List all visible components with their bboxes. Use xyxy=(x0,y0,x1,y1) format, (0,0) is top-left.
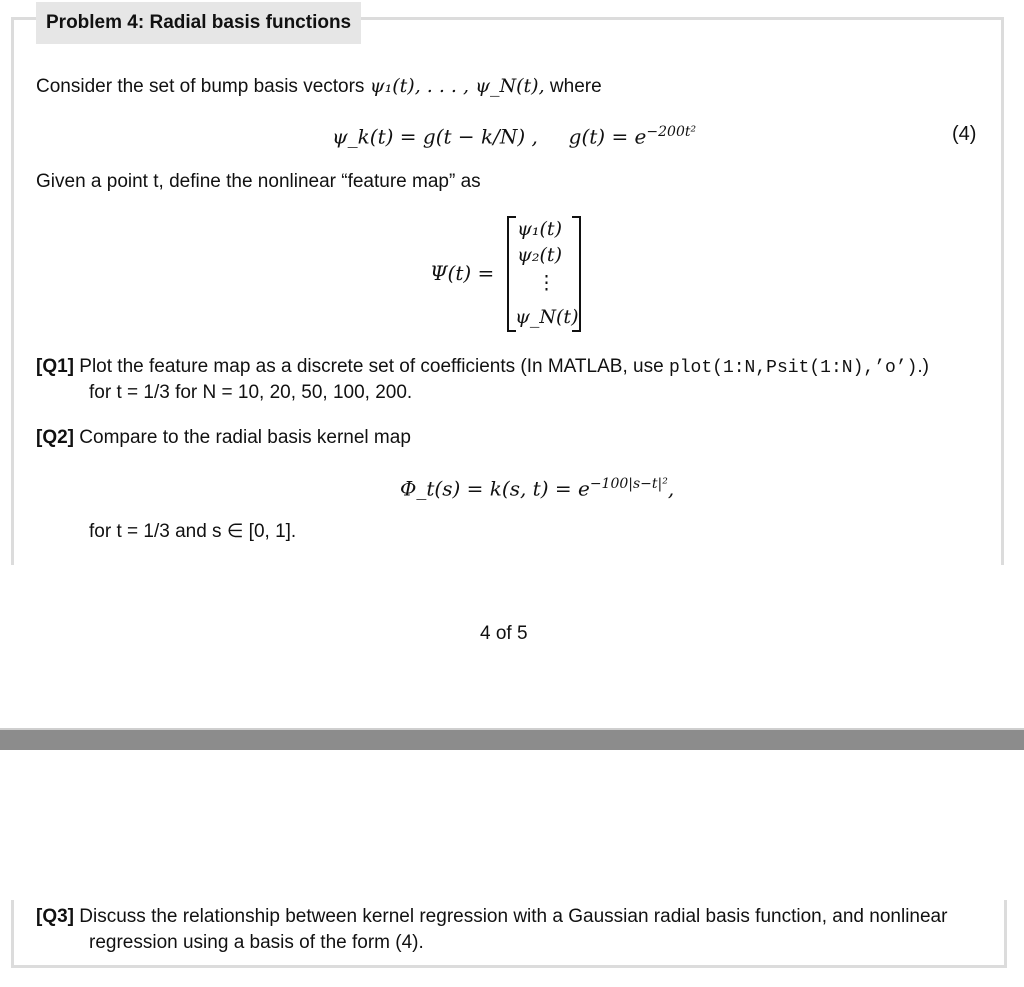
vector-entry-2: ψ₂(t) xyxy=(517,244,562,266)
intro-text: Consider the set of bump basis vectors xyxy=(36,76,365,97)
equation-number: (4) xyxy=(952,123,977,145)
kernel-equation xyxy=(400,472,674,501)
page-number: 4 of 5 xyxy=(480,623,528,644)
eq4-exponent: −200t² xyxy=(646,124,697,140)
feature-vector xyxy=(507,216,581,332)
q3-line-1 xyxy=(36,905,947,929)
vector-ellipsis: ⋮ xyxy=(537,272,556,294)
q1-label: [Q1] xyxy=(36,356,74,377)
q3-label: [Q3] xyxy=(36,906,74,927)
kernel-comma: , xyxy=(667,476,675,501)
q1-text: Plot the feature map as a discrete set of coefficients (In MATLAB, use xyxy=(79,356,664,377)
eq4-rhs: g(t) = e xyxy=(568,124,647,149)
q2-text: Compare to the radial basis kernel map xyxy=(79,427,411,448)
q1-code: plot(1:N,Psit(1:N),’o’) xyxy=(668,358,918,378)
intro-line xyxy=(36,74,602,99)
q2-condition: for t = 1/3 and s ∈ [0, 1]. xyxy=(89,521,297,542)
intro-math: ψ₁(t), . . . , ψ_N(t), xyxy=(369,75,545,97)
intro-where: where xyxy=(549,76,602,97)
q3-text-1: Discuss the relationship between kernel regression with a Gaussian radial basis function, and nonlinear xyxy=(79,906,948,927)
q3-line-2: regression using a basis of the form (4). xyxy=(89,932,424,953)
kernel-exponent: −100|s−t|² xyxy=(589,476,668,492)
feature-map-lhs: Ψ(t) = xyxy=(430,261,495,285)
q1-line-1 xyxy=(36,355,929,380)
kernel-eq: Φ_t(s) = k(s, t) = e xyxy=(400,476,590,501)
vector-entry-1: ψ₁(t) xyxy=(517,218,562,240)
equation-4 xyxy=(332,120,696,149)
page-separator xyxy=(0,728,1024,750)
q1-line-2: for t = 1/3 for N = 10, 20, 50, 100, 200. xyxy=(89,382,413,403)
given-text: Given a point t, define the nonlinear “feature map” as xyxy=(36,171,481,192)
eq4-lhs: ψ_k(t) = g(t − k/N) , xyxy=(332,124,538,149)
problem-title: Problem 4: Radial basis functions xyxy=(36,2,361,44)
q2-line xyxy=(36,426,411,450)
vector-entry-n: ψ_N(t) xyxy=(515,306,579,328)
q2-label: [Q2] xyxy=(36,427,74,448)
q1-text-end: .) xyxy=(917,356,929,377)
